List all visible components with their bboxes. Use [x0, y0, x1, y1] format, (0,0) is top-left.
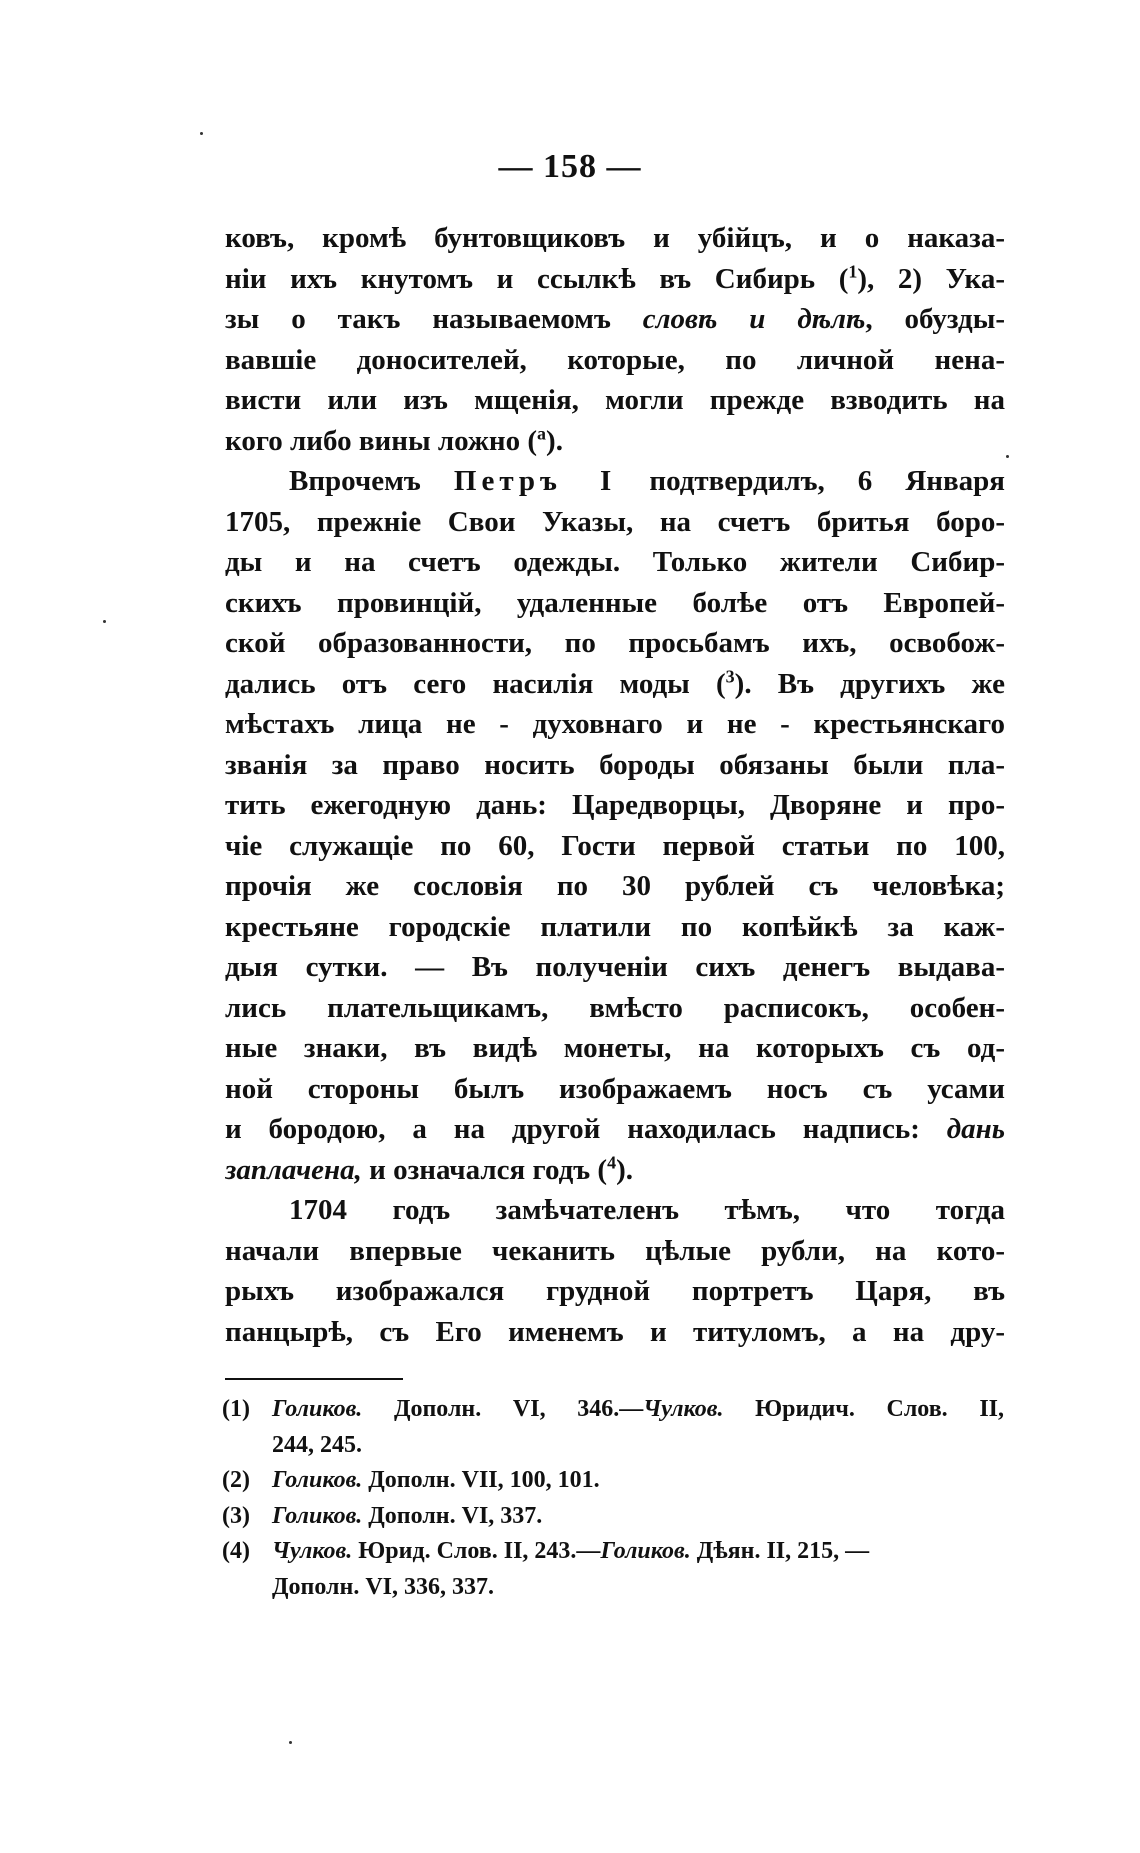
text-line: зы о такъ называемомъ словѣ и дѣлѣ, обузды-: [225, 303, 1005, 335]
italic-term: словѣ и дѣлѣ: [642, 303, 866, 335]
text-line: мѣстахъ лица не - духовнаго и не - крестьянскаго: [225, 708, 1005, 740]
scan-speck: [1006, 455, 1009, 458]
text-line: званія за право носить бороды обязаны были пла-: [225, 748, 1005, 781]
footnote-mark: (2): [222, 1467, 250, 1493]
text-line: ды и на счетъ одежды. Только жители Сибир-: [225, 546, 1005, 578]
text-line: ной стороны былъ изображаемъ носъ съ усами: [225, 1072, 1005, 1105]
text-line: висти или изъ мщенія, могли прежде взводить на: [225, 384, 1005, 416]
footnote-ref: 4: [607, 1151, 617, 1172]
text-line: ской образованности, по просьбамъ ихъ, освобож-: [225, 627, 1005, 659]
scan-speck: [200, 132, 203, 135]
text-line: дались отъ сего насилія моды ($^3$). Въ другихъ же: [225, 665, 1005, 700]
footnote-mark: (4): [222, 1538, 250, 1564]
footnotes: [222, 1392, 1004, 1605]
footnote-author: Голиков.: [600, 1538, 691, 1564]
footnote-mark: (3): [222, 1502, 250, 1529]
footnote-ref: 3: [725, 665, 735, 686]
scan-speck: [103, 620, 106, 623]
footnote-2: (2) Голиков. Дополн. VII, 100, 101.: [222, 1463, 1004, 1499]
text-line: и бородою, а на другой находилась надпись: дань: [225, 1113, 1005, 1145]
footnote-author: Голиков.: [272, 1467, 363, 1493]
page-number: — 158 —: [498, 148, 642, 185]
footnote-ref: a: [537, 422, 547, 443]
text-line: рыхъ изображался грудной портретъ Царя, въ: [225, 1275, 1005, 1307]
text-line: панцырѣ, съ Его именемъ и титуломъ, а на дру-: [225, 1315, 1005, 1348]
text-line: дыя сутки. — Въ полученіи сихъ денегъ выдава-: [225, 951, 1005, 983]
text-line: заплачена, и означался годъ ($^4$).: [225, 1151, 634, 1186]
footnote-1-continuation: 244, 245.: [272, 1431, 362, 1458]
text-line: чіе служащіе по 60, Гости первой статьи по 100,: [225, 829, 1005, 862]
text-line: Впрочемъ Петръ I подтвердилъ, 6 Января: [289, 465, 1005, 497]
text-line: скихъ провинцій, удаленные болѣе отъ Европей-: [225, 586, 1005, 619]
footnote-author: Чулков.: [272, 1538, 353, 1564]
text-line: тить ежегодную дань: Царедворцы, Дворяне и про-: [225, 789, 1005, 821]
text-line: ковъ, кромѣ бунтовщиковъ и убійцъ, и о наказа-: [225, 222, 1005, 254]
scan-speck: [289, 1741, 292, 1744]
text-line: вавшіе доносителей, которые, по личной нена-: [225, 343, 1005, 376]
footnote-author: Голиков.: [272, 1502, 363, 1529]
footnote-divider: [225, 1378, 403, 1380]
footnote-author: Голиков.: [272, 1396, 363, 1422]
text-line: крестьяне городскіе платили по копѣйкѣ за каж-: [225, 910, 1005, 943]
name-petr: Петръ I: [453, 465, 617, 497]
footnote-author: Чулков.: [643, 1396, 724, 1422]
footnote-1: (1) Голиков. Дополн. VI, 346.—Чулков. Юридич. Слов. II,: [222, 1392, 1004, 1428]
footnote-3: (3) Голиков. Дополн. VI, 337.: [222, 1499, 1004, 1535]
text-line: лись плательщикамъ, вмѣсто расписокъ, особен-: [225, 991, 1005, 1024]
footnote-4: (4) Чулков. Юрид. Слов. II, 243.—Голиков. Дѣян. II, 215, —: [222, 1534, 1004, 1570]
text-line: 1705, прежніе Свои Указы, на счетъ бритья боро-: [225, 505, 1005, 538]
text-line: ніи ихъ кнутомъ и ссылкѣ въ Сибирь ($^1$), 2) Ука-: [225, 260, 1005, 295]
body-text: [225, 218, 1005, 1352]
italic-term: заплачена,: [225, 1153, 362, 1186]
text-line: кого либо вины ложно ($^a$).: [225, 422, 563, 457]
footnote-ref: 1: [848, 260, 858, 281]
footnote-4-continuation: Дополн. VI, 336, 337.: [272, 1573, 494, 1600]
text-line: начали впервые чеканить цѣлые рубли, на кото-: [225, 1234, 1005, 1267]
footnote-mark: (1): [222, 1396, 250, 1422]
text-line: 1704 годъ замѣчателенъ тѣмъ, что тогда: [289, 1194, 1005, 1226]
text-line: прочія же сословія по 30 рублей съ человѣка;: [225, 870, 1005, 902]
italic-term: дань: [946, 1113, 1005, 1145]
text-line: ные знаки, въ видѣ монеты, на которыхъ съ од-: [225, 1032, 1005, 1064]
